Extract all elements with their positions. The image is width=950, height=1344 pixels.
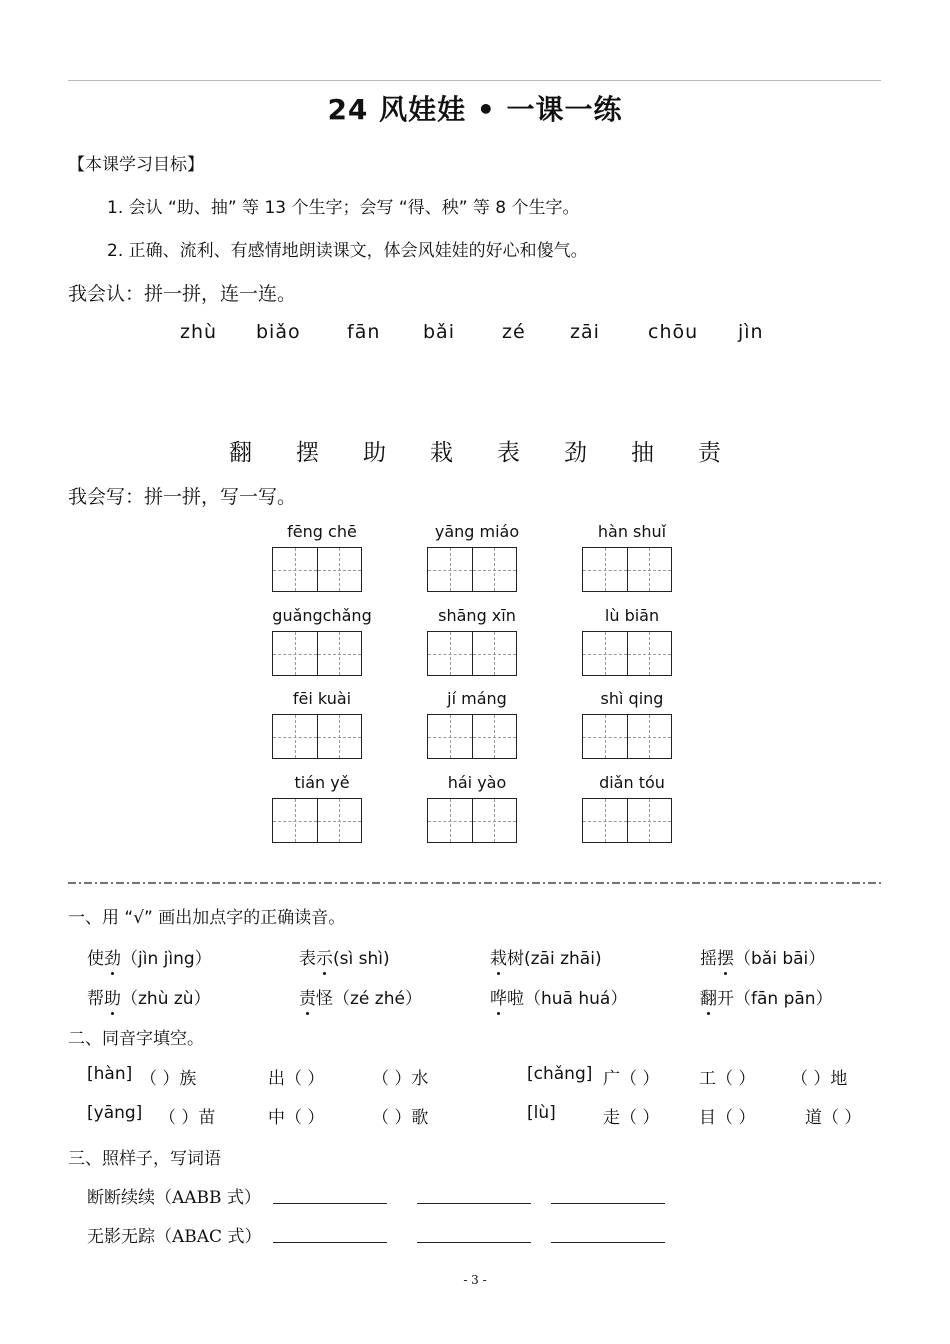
q1-dotted-char: 示: [316, 944, 333, 969]
q3-answer-line[interactable]: [273, 1203, 387, 1204]
tianzige-grid[interactable]: [427, 631, 517, 676]
q1-word-a: 帮: [87, 989, 104, 1009]
pinyin-item: biǎo: [256, 321, 301, 343]
char-item: 翻: [229, 440, 252, 466]
write-pinyin: fēng chē: [287, 522, 357, 541]
q1-item: [700, 944, 825, 969]
tianzige-grid[interactable]: [427, 798, 517, 843]
q1-dotted-char: 劲: [104, 944, 121, 969]
q1-item: [490, 944, 602, 969]
q1-dotted-char: 栽: [490, 944, 507, 969]
q2-blank-item[interactable]: （ ）歌: [372, 1108, 429, 1128]
q3-example-1: 断断续续（AABB 式）: [87, 1188, 261, 1208]
q1-word-a: 表: [299, 949, 316, 969]
tianzige-grid[interactable]: [582, 631, 672, 676]
tianzige-grid[interactable]: [272, 631, 362, 676]
q1-item: [490, 984, 627, 1009]
pinyin-item: zhù: [180, 321, 218, 343]
q1-options[interactable]: （zé zhé）: [333, 989, 422, 1009]
q2-blank-item[interactable]: （ ）地: [791, 1069, 848, 1089]
q1-item: [87, 984, 211, 1009]
q3-answer-line[interactable]: [551, 1242, 665, 1243]
write-pinyin: tián yě: [294, 773, 350, 792]
q2-blank-item[interactable]: （ ）族: [140, 1069, 197, 1089]
char-item: 责: [698, 440, 721, 466]
tianzige-grid[interactable]: [272, 798, 362, 843]
top-rule: [68, 80, 881, 81]
q2-blank-item[interactable]: 广（ ）: [603, 1069, 660, 1089]
q1-word-a: 摇: [700, 949, 717, 969]
q2-blank-item[interactable]: 走（ ）: [603, 1108, 660, 1128]
tianzige-grid[interactable]: [272, 714, 362, 759]
q1-word-b: 怪: [316, 989, 333, 1009]
write-pinyin: hái yào: [447, 773, 507, 792]
q2-heading: 二、同音字填空。: [68, 1029, 204, 1049]
char-item: 表: [497, 440, 520, 466]
q1-word-b: 啦: [507, 989, 524, 1009]
write-pinyin: diǎn tóu: [599, 773, 665, 792]
recognize-pinyin-row: [0, 321, 950, 347]
pinyin-item: zāi: [570, 321, 600, 343]
q1-dotted-char: 哗: [490, 984, 507, 1009]
q1-options[interactable]: (sì shì): [333, 949, 390, 969]
goal-item-1: 1. 会认 “助、抽” 等 13 个生字；会写 “得、秧” 等 8 个生字。: [107, 198, 580, 218]
goal-item-2: 2. 正确、流利、有感情地朗读课文，体会风娃娃的好心和傻气。: [107, 241, 588, 261]
q1-dotted-char: 摆: [717, 944, 734, 969]
section-divider: [68, 882, 881, 884]
q1-item: [299, 984, 422, 1009]
pinyin-item: jìn: [738, 321, 764, 343]
q2-blank-item[interactable]: 中（ ）: [268, 1108, 325, 1128]
tianzige-grid[interactable]: [582, 798, 672, 843]
char-item: 抽: [631, 440, 654, 466]
write-pinyin: hàn shuǐ: [597, 522, 667, 541]
tianzige-grid[interactable]: [272, 547, 362, 592]
char-item: 摆: [296, 440, 319, 466]
q3-answer-line[interactable]: [551, 1203, 665, 1204]
char-item: 助: [363, 440, 386, 466]
tianzige-grid[interactable]: [582, 714, 672, 759]
pinyin-item: bǎi: [423, 321, 455, 343]
q1-item: [299, 944, 390, 969]
q3-answer-line[interactable]: [273, 1242, 387, 1243]
q1-dotted-char: 责: [299, 984, 316, 1009]
q1-word-a: 使: [87, 949, 104, 969]
char-item: 劲: [564, 440, 587, 466]
write-heading: 我会写：拼一拼，写一写。: [68, 486, 297, 508]
recognize-heading: 我会认：拼一拼，连一连。: [68, 283, 297, 305]
pinyin-item: zé: [502, 321, 526, 343]
q2-blank-item[interactable]: 目（ ）: [699, 1108, 756, 1128]
write-pinyin: shì qing: [600, 689, 664, 708]
q1-options[interactable]: （jìn jìng）: [121, 949, 212, 969]
q1-item: [87, 944, 212, 969]
q3-example-2: 无影无踪（ABAC 式）: [87, 1227, 262, 1247]
tianzige-grid[interactable]: [582, 547, 672, 592]
write-pinyin: lù biān: [604, 606, 660, 625]
q1-options[interactable]: （huā huá）: [524, 989, 628, 1009]
q1-options[interactable]: （bǎi bāi）: [734, 949, 826, 969]
pinyin-item: fān: [347, 321, 381, 343]
q1-options[interactable]: （fān pān）: [734, 989, 833, 1009]
write-pinyin: jí máng: [447, 689, 507, 708]
char-item: 栽: [430, 440, 453, 466]
write-pinyin: yāng miáo: [434, 522, 520, 541]
write-pinyin: fēi kuài: [292, 689, 352, 708]
goals-heading: 【本课学习目标】: [68, 155, 204, 175]
q1-heading: 一、用 “√” 画出加点字的正确读音。: [68, 908, 346, 928]
q1-options[interactable]: （zhù zù）: [121, 989, 211, 1009]
q3-heading: 三、照样子，写词语: [68, 1149, 221, 1169]
q2-pinyin: [lù]: [527, 1103, 556, 1123]
q1-item: [700, 984, 833, 1009]
q1-dotted-char: 翻: [700, 984, 717, 1009]
page-number: - 3 -: [463, 1273, 487, 1287]
q2-blank-item[interactable]: 工（ ）: [699, 1069, 756, 1089]
q1-options[interactable]: (zāi zhāi): [524, 949, 602, 969]
tianzige-grid[interactable]: [427, 714, 517, 759]
q2-pinyin: [chǎng]: [527, 1064, 593, 1084]
write-pinyin: shāng xīn: [438, 606, 516, 625]
q1-word-b: 树: [507, 949, 524, 969]
tianzige-grid[interactable]: [427, 547, 517, 592]
q2-blank-item[interactable]: 出（ ）: [268, 1069, 325, 1089]
pinyin-item: chōu: [648, 321, 699, 343]
q2-pinyin: [yāng]: [87, 1103, 143, 1123]
q2-pinyin: [hàn]: [87, 1064, 133, 1084]
q3-answer-line[interactable]: [417, 1242, 531, 1243]
q2-blank-item[interactable]: （ ）水: [372, 1069, 429, 1089]
q1-dotted-char: 助: [104, 984, 121, 1009]
write-pinyin: guǎngchǎng: [272, 606, 372, 625]
page-title: 24 风娃娃 • 一课一练: [327, 93, 623, 126]
q1-word-b: 开: [717, 989, 734, 1009]
q3-answer-line[interactable]: [417, 1203, 531, 1204]
q2-blank-item[interactable]: （ ）苗: [159, 1108, 216, 1128]
q2-blank-item[interactable]: 道（ ）: [805, 1108, 862, 1128]
